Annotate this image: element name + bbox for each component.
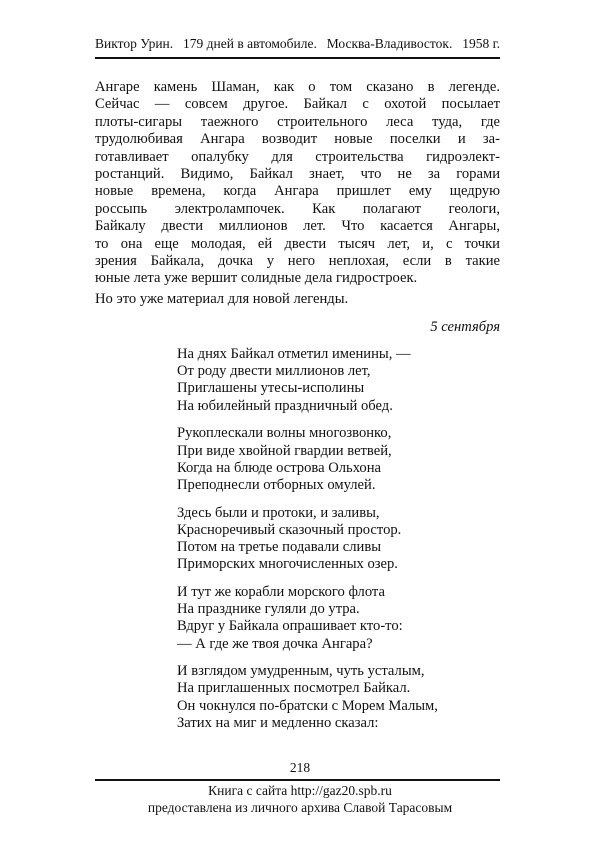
header-book: 179 дней в автомобиле. bbox=[183, 36, 317, 51]
poem-line: На юбилейный праздничный обед. bbox=[177, 397, 393, 414]
footer-source: Книга с сайта http://gaz20.spb.ru bbox=[208, 783, 392, 798]
closing-line: Но это уже материал для новой легенды. bbox=[95, 290, 349, 307]
poem-line: Рукоплескали волны многозвонко, bbox=[177, 425, 392, 442]
footer-rule bbox=[95, 779, 500, 781]
poem-line: — А где же твоя дочка Ангара? bbox=[177, 635, 373, 652]
paragraph-line: Байкалу двести миллионов лет. Что касается Ангары, bbox=[95, 218, 500, 235]
paragraph-line: ростанций. Видимо, Байкал знает, что не за горами bbox=[95, 166, 500, 183]
poem-line: Здесь были и протоки, и заливы, bbox=[177, 504, 380, 521]
paragraph-line: Ангаре камень Шаман, как о том сказано в легенде. bbox=[95, 79, 500, 95]
poem-stanza bbox=[177, 425, 438, 494]
paragraph-line: трудолюбивая Ангара возводит новые поселки и за- bbox=[95, 131, 500, 148]
poem-line: Приморских многочисленных озер. bbox=[177, 556, 398, 573]
poem-stanza bbox=[177, 663, 438, 732]
poem-stanza bbox=[177, 584, 438, 653]
footer-credit: предоставлена из личного архива Славой Тарасовым bbox=[147, 800, 453, 815]
poem-line: И взглядом умудренным, чуть усталым, bbox=[177, 663, 425, 680]
paragraph-line: Сейчас — совсем другое. Байкал с охотой посылает bbox=[95, 96, 500, 113]
header-route: Москва-Владивосток. bbox=[326, 36, 453, 51]
paragraph-line: зрения Байкала, дочка у него неплохая, если в такие bbox=[95, 253, 500, 270]
paragraph-line: то она еще молодая, ей двести тысяч лет, и, с точки bbox=[95, 235, 500, 252]
poem-line: Преподнесли отборных омулей. bbox=[177, 476, 376, 493]
poem-line: Затих на миг и медленно сказал: bbox=[177, 714, 379, 731]
poem-date: 5 сентября bbox=[430, 319, 500, 335]
page-number: 218 bbox=[289, 760, 311, 775]
poem-line: Красноречивый сказочный простор. bbox=[177, 521, 402, 538]
header-author: Виктор Урин. bbox=[95, 36, 174, 51]
poem-line: Когда на блюде острова Ольхона bbox=[177, 459, 382, 476]
poem-line: На приглашенных посмотрел Байкал. bbox=[177, 680, 411, 697]
footer bbox=[0, 782, 600, 816]
paragraph-line: готавливает опалубку для строительства гидроэлект- bbox=[95, 148, 500, 165]
poem-line: От роду двести миллионов лет, bbox=[177, 363, 371, 380]
paragraph-line: юные лета уже вершит солидные дела гидростроек. bbox=[95, 270, 418, 287]
paragraph-line: россыпь электролампочек. Как полагают геологи, bbox=[95, 200, 500, 217]
paragraph-line: плоты-сигары таежного строительного леса туда, где bbox=[95, 113, 500, 130]
poem-stanza bbox=[177, 505, 438, 574]
poem-line: Потом на третье подавали сливы bbox=[177, 539, 382, 556]
paragraph-line: новые времена, когда Ангара пришлет ему щедрую bbox=[95, 183, 500, 200]
running-header bbox=[95, 36, 500, 52]
poem bbox=[177, 346, 438, 743]
body-paragraph bbox=[95, 79, 500, 308]
poem-line: Вдруг у Байкала опрашивает кто-то: bbox=[177, 618, 403, 635]
header-year: 1958 г. bbox=[462, 36, 500, 51]
poem-line: Он чокнулся по-братски с Морем Малым, bbox=[177, 697, 438, 714]
poem-line: И тут же корабли морского флота bbox=[177, 583, 385, 600]
poem-line: На днях Байкал отметил именины, — bbox=[177, 346, 411, 362]
poem-line: Приглашены утесы-исполины bbox=[177, 380, 365, 397]
poem-stanza bbox=[177, 346, 438, 415]
poem-line: При виде хвойной гвардии ветвей, bbox=[177, 442, 392, 459]
poem-line: На празднике гуляли до утра. bbox=[177, 601, 360, 618]
header-rule bbox=[95, 57, 500, 59]
